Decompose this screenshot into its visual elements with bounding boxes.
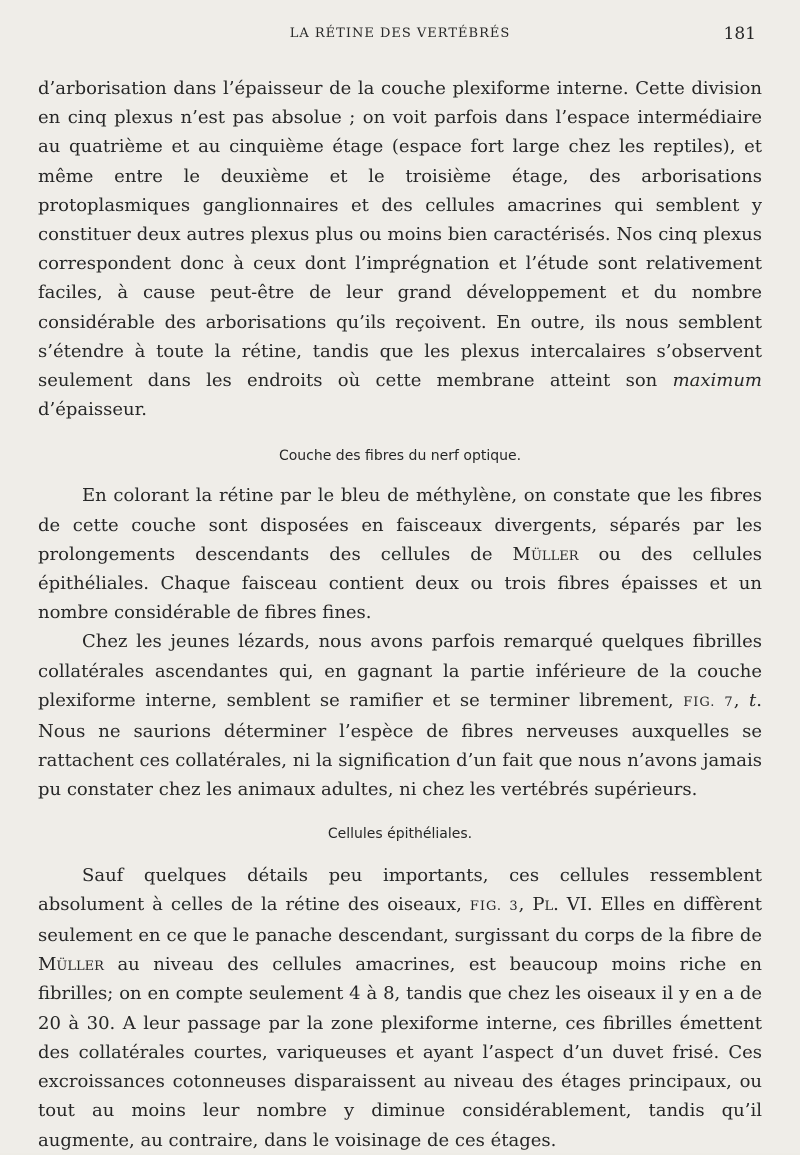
paragraph-text: Chez les jeunes lézards, nous avons parfois remarqué quelques fibrilles collatérales ascendantes qui, en gagnant la partie inférieure de la couche plexiforme interne, semblent se ramifier et se terminer librement, [38,631,762,711]
section-heading-optic-nerve-fibres: Couche des fibres du nerf optique. [278,448,522,465]
paragraph-text: . Elles en diffèrent seulement en ce que le panache descendant, surgissant du corps de la fibre de [38,893,762,947]
paragraph-text: En colorant la rétine par le bleu de méthylène, on constate que les fibres de cette couche sont disposées en faisceaux divergents, séparés par les prolongements descendants des cellules de [38,485,762,565]
paragraph-epithelial-cells [38,861,762,1155]
paragraph-tail: d’épaisseur. [38,399,147,421]
paragraph-optic-fibres [38,481,762,627]
author-name: Müller [512,543,579,565]
paragraph-text: Sauf quelques détails peu importants, ces cellules ressemblent absolument à celles de la rétine des oiseaux, [38,864,762,915]
separator: , [733,689,750,711]
running-title: LA RÉTINE DES VERTÉBRÉS [289,26,511,41]
italic-term: maximum [672,370,762,392]
page-number: 181 [723,24,756,44]
paragraph-text: d’arborisation dans l’épaisseur de la couche plexiforme interne. Cette division en cinq plexus n’est pas absolue ; on voit parfois dans l’espace intermédiaire au quatrième et au cinquième étage (espace fort large chez les reptiles), et même entre le deuxième et le troisième étage, des arborisations protoplasmiques ganglionnaires et des cellules amacrines qui semblent y constituer deux autres plexus plus ou moins bien caractérisés. Nos cinq plexus correspondent donc à ceux dont l’imprégnation et l’étude sont relativement faciles, à cause peut-être de leur grand développement et du nombre considérable des arborisations qu’ils reçoivent. En outre, ils nous semblent s’étendre à toute la rétine, tandis que les plexus intercalaires s’observent seulement dans les endroits où cette membrane atteint son [38,78,762,392]
section-heading-epithelial-cells: Cellules épithéliales. [327,825,473,842]
author-name: Müller [38,954,104,976]
paragraph-text: au niveau des cellules amacrines, est beaucoup moins riche en fibrilles; on en compte seulement 4 à 8, tandis que chez les oiseaux il y en a de 20 à 30. A leur passage par la zone plexiforme interne, ces fibrilles émettent des collatérales courtes, variqueuses et ayant l’aspect d’un duvet frisé. Ces excroissances cotonneuses disparaissent au niveau des étages principaux, ou tout au moins leur nombre y diminue considérablement, tandis qu’il augmente, au contraire, dans le voisinage de ces étages. [38,954,762,1151]
paragraph-continuation [38,74,762,424]
running-head [0,22,800,48]
plate-reference: Pl. VI [532,893,587,915]
paragraph-lizards [38,627,762,804]
figure-reference: FIG. 3 [469,898,519,914]
paragraph-text: ou des cellules épithéliales. Chaque faisceau contient deux ou trois fibres épaisses et un nombre considérable de fibres fines. [38,543,762,624]
figure-letter: t [749,689,757,711]
paragraph-text: . Nous ne saurions déterminer l’espèce de fibres nerveuses auxquelles se rattachent ces collatérales, ni la signification d’un fait que nous n’avons jamais pu constater chez les animaux adultes, ni chez les vertébrés supérieurs. [38,689,762,801]
page-body [38,74,762,1155]
figure-reference: FIG. 7 [683,694,734,710]
separator: , [518,893,533,915]
